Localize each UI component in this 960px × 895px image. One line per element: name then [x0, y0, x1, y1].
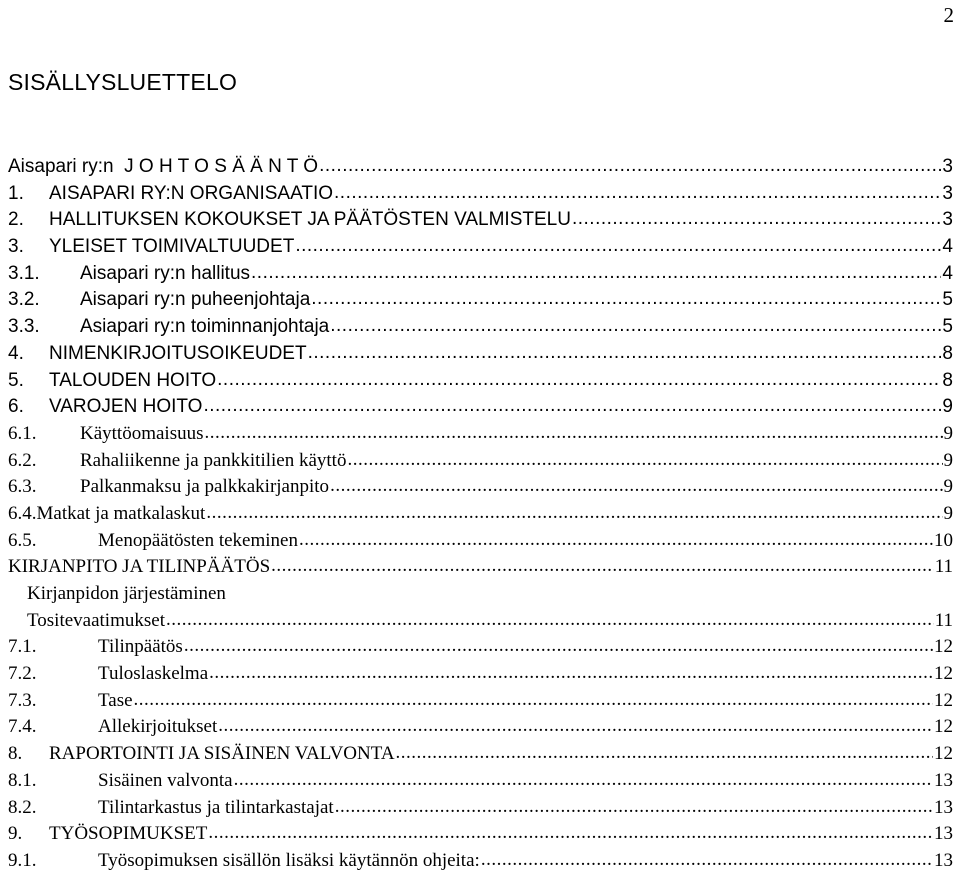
toc-entry-6-1[interactable]	[8, 421, 953, 448]
dot-leader	[335, 794, 933, 820]
toc-entry-label: Asiapari ry:n toiminnanjohtaja	[80, 316, 330, 338]
dot-leader	[311, 286, 941, 312]
toc-entry-7-3[interactable]	[8, 688, 953, 715]
dot-leader	[295, 233, 941, 259]
toc-entry-number: 6.2.	[8, 449, 37, 471]
toc-entry-number: 9.1.	[8, 849, 37, 871]
toc-entry-page: 9	[942, 396, 953, 418]
toc-entry-2[interactable]	[8, 207, 953, 234]
toc-entry-8-1[interactable]	[8, 768, 953, 795]
toc-entry-9[interactable]	[8, 821, 953, 848]
toc-entry-number: 6.1.	[8, 422, 37, 444]
toc-entry-label: Tilintarkastus ja tilintarkastajat	[98, 796, 334, 818]
toc-entry-label: RAPORTOINTI JA SISÄINEN VALVONTA	[49, 743, 395, 765]
toc-entry-number: 6.3.	[8, 476, 37, 498]
toc-entry-page: 3	[942, 209, 953, 231]
dot-leader	[319, 153, 941, 179]
toc-entry-page: 11	[934, 609, 953, 631]
toc-entry-page: 9	[943, 476, 953, 498]
dot-leader	[134, 687, 933, 713]
dot-leader	[184, 633, 933, 659]
dot-leader	[218, 713, 933, 739]
dot-leader	[299, 527, 933, 553]
toc-entry-3-2[interactable]	[8, 287, 953, 314]
toc-entry-label: TALOUDEN HOITO	[49, 369, 217, 391]
toc-entry-page: 5	[942, 316, 953, 338]
toc-entry-number: 3.	[8, 236, 24, 258]
toc-entry-page: 9	[943, 502, 953, 524]
toc-entry-page: 12	[934, 689, 953, 711]
toc-entry-page: 11	[934, 556, 953, 578]
toc-entry-number: 7.2.	[8, 663, 37, 685]
dot-leader	[251, 260, 941, 286]
toc-entry-number: 8.	[8, 743, 23, 765]
toc-entry-label: Palkanmaksu ja palkkakirjanpito	[80, 476, 330, 498]
toc-entry-page: 12	[934, 743, 953, 765]
toc-entry-3-3[interactable]	[8, 314, 953, 341]
toc-entry-page: 10	[934, 529, 953, 551]
toc-entry-6-3[interactable]	[8, 474, 953, 501]
toc-entry-page: 12	[934, 663, 953, 685]
dot-leader	[234, 767, 933, 793]
dot-leader	[330, 313, 941, 339]
toc-entry-label: Työsopimuksen sisällön lisäksi käytännön ohjeita:	[98, 849, 480, 871]
dot-leader	[572, 206, 941, 232]
toc-entry-page: 9	[943, 449, 953, 471]
toc-entry-number: 3.1.	[8, 262, 40, 284]
toc-entry-page: 3	[942, 156, 953, 177]
toc-entry-page: 13	[934, 849, 953, 871]
toc-entry-number: 8.1.	[8, 769, 37, 791]
toc-entry-number: 7.4.	[8, 716, 37, 738]
toc-entry-7-4[interactable]	[8, 714, 953, 741]
toc-entry-label: Tuloslaskelma	[98, 663, 209, 685]
toc-entry-page: 8	[942, 342, 953, 364]
toc-entry-page: 8	[942, 369, 953, 391]
toc-entry-3-1[interactable]	[8, 261, 953, 288]
dot-leader	[217, 367, 941, 393]
toc-entry-label: Aisapari ry:n J O H T O S Ä Ä N T Ö	[8, 156, 319, 177]
toc-entry-number: 6.	[8, 396, 24, 418]
toc-entry-label: Tilinpäätös	[98, 636, 183, 658]
toc-entry-label: Kirjanpidon järjestäminen	[27, 583, 226, 604]
toc-entry-label: Aisapari ry:n hallitus	[80, 262, 251, 284]
toc-entry-number: 3.2.	[8, 289, 40, 311]
toc-entry-label: Sisäinen valvonta	[98, 769, 233, 791]
dot-leader	[271, 553, 934, 579]
toc-entry-number: 9.	[8, 823, 23, 845]
table-of-contents	[8, 154, 953, 875]
toc-entry-number: 4.	[8, 342, 24, 364]
toc-entry-label: Menopäätösten tekeminen	[98, 529, 298, 551]
toc-entry-label: Käyttöomaisuus	[80, 422, 204, 444]
dot-leader	[347, 447, 942, 473]
toc-entry-label: Aisapari ry:n puheenjohtaja	[80, 289, 311, 311]
toc-entry-number: 5.	[8, 369, 24, 391]
toc-entry-4[interactable]	[8, 341, 953, 368]
toc-entry-page: 5	[942, 289, 953, 311]
toc-entry-number: 8.2.	[8, 796, 37, 818]
toc-entry-number: 3.3.	[8, 316, 40, 338]
dot-leader	[334, 180, 941, 206]
toc-title: SISÄLLYSLUETTELO	[8, 69, 238, 95]
toc-entry-number: 6.4.	[8, 502, 37, 524]
toc-entry-label: Rahaliikenne ja pankkitilien käyttö	[80, 449, 347, 471]
toc-entry-7-1[interactable]	[8, 634, 953, 661]
toc-entry-8-2[interactable]	[8, 795, 953, 822]
toc-entry-number: 6.5.	[8, 529, 37, 551]
toc-entry-6-4[interactable]	[8, 501, 953, 528]
toc-entry-label: Allekirjoitukset	[98, 716, 218, 738]
toc-entry-page: 13	[934, 796, 953, 818]
toc-entry-label: Tase	[98, 689, 133, 711]
toc-entry-tositevaatimukset[interactable]	[8, 608, 953, 635]
toc-entry-8[interactable]	[8, 741, 953, 768]
toc-entry-johtosaanto[interactable]	[8, 154, 953, 181]
toc-entry-6-2[interactable]	[8, 448, 953, 475]
toc-entry-page: 12	[934, 716, 953, 738]
toc-entry-5[interactable]	[8, 368, 953, 395]
toc-entry-label: VAROJEN HOITO	[49, 396, 203, 418]
toc-entry-3[interactable]	[8, 234, 953, 261]
dot-leader	[166, 607, 934, 633]
dot-leader	[396, 740, 933, 766]
toc-entry-number: 7.1.	[8, 636, 37, 658]
toc-entry-number: 2.	[8, 209, 24, 231]
toc-entry-kirjanpito[interactable]	[8, 554, 953, 581]
toc-entry-6[interactable]	[8, 394, 953, 421]
toc-entry-page: 13	[934, 769, 953, 791]
toc-entry-kirjanpidon-jarjestaminen[interactable]	[8, 581, 953, 608]
toc-entry-1[interactable]	[8, 181, 953, 208]
toc-entry-label: TYÖSOPIMUKSET	[49, 823, 208, 845]
toc-entry-page: 9	[943, 422, 953, 444]
toc-entry-label: YLEISET TOIMIVALTUUDET	[49, 236, 295, 258]
toc-entry-page: 4	[942, 236, 953, 258]
toc-entry-9-1[interactable]	[8, 848, 953, 875]
dot-leader	[206, 500, 942, 526]
toc-entry-number: 7.3.	[8, 689, 37, 711]
toc-entry-7-2[interactable]	[8, 661, 953, 688]
toc-entry-label: KIRJANPITO JA TILINPÄÄTÖS	[8, 556, 271, 578]
dot-leader	[205, 420, 943, 446]
toc-entry-number: 1.	[8, 182, 24, 204]
toc-entry-page: 12	[934, 636, 953, 658]
toc-entry-page: 3	[942, 182, 953, 204]
toc-entry-label: AISAPARI RY:N ORGANISAATIO	[49, 182, 334, 204]
toc-entry-label: Tositevaatimukset	[27, 609, 165, 631]
toc-entry-label: Matkat ja matkalaskut	[36, 502, 206, 524]
page-number: 2	[943, 3, 954, 27]
dot-leader	[330, 473, 942, 499]
toc-entry-6-5[interactable]	[8, 528, 953, 555]
toc-entry-label: NIMENKIRJOITUSOIKEUDET	[49, 342, 307, 364]
dot-leader	[208, 820, 933, 846]
dot-leader	[481, 847, 933, 873]
toc-entry-label: HALLITUKSEN KOKOUKSET JA PÄÄTÖSTEN VALMISTELU	[49, 209, 571, 231]
toc-entry-page: 13	[934, 823, 953, 845]
dot-leader	[203, 393, 941, 419]
dot-leader	[209, 660, 933, 686]
toc-entry-page: 4	[942, 262, 953, 284]
dot-leader	[308, 340, 942, 366]
